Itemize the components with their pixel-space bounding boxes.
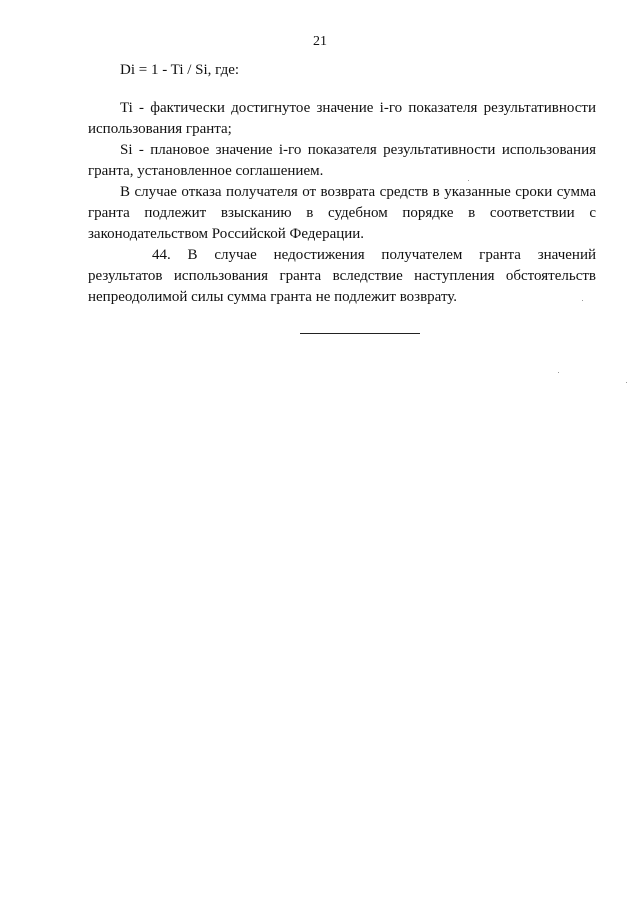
scan-speck: [468, 180, 469, 181]
paragraph-clause-44: [88, 245, 596, 308]
paragraph-text: В случае отказа получателя от возврата средств в указанные сроки сумма гранта подлежит взысканию в судебном порядке в соответствии с законодательством Российской Федерации.: [88, 184, 596, 242]
page-number: 21: [313, 34, 327, 49]
scan-speck: [558, 372, 559, 373]
clause-number: 44.: [152, 247, 171, 263]
scan-speck: [582, 300, 583, 301]
paragraph-text: В случае недостижения получателем гранта значений результатов использования гранта вследствие наступления обстоятельств непреодолимой силы сумма гранта не подлежит возврату.: [88, 247, 597, 305]
scan-speck: [626, 382, 627, 383]
paragraph-si-definition: [88, 140, 596, 182]
paragraph-text: Ti - фактически достигнутое значение i-го показателя результативности использования гранта;: [88, 100, 596, 137]
paragraph-refusal-recovery: [88, 182, 596, 245]
end-divider-line: [300, 333, 420, 334]
formula-line: Di = 1 - Ti / Si, где:: [120, 62, 240, 78]
paragraph-text: Si - плановое значение i-го показателя результативности использования гранта, установленное соглашением.: [88, 142, 596, 179]
body-text: [88, 98, 596, 308]
paragraph-ti-definition: [88, 98, 596, 140]
